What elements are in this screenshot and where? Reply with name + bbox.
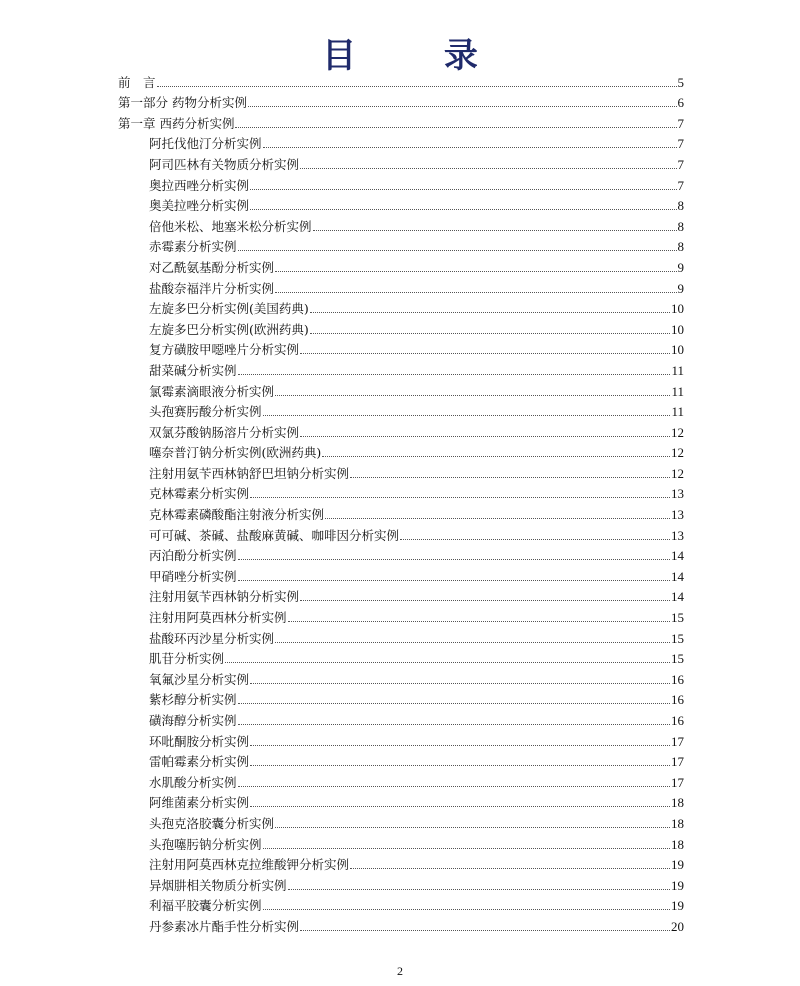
toc-dot-leader <box>250 765 670 766</box>
toc-entry[interactable] <box>118 563 684 584</box>
toc-entry-page: 19 <box>671 898 684 914</box>
toc-dot-leader <box>250 806 670 807</box>
toc-entry[interactable] <box>118 193 684 214</box>
toc-entry[interactable] <box>118 90 684 111</box>
toc-entry-label: 左旋多巴分析实例(美国药典) <box>149 301 309 317</box>
toc-entry[interactable] <box>118 687 684 708</box>
toc-entry[interactable] <box>118 831 684 852</box>
toc-entry-page: 15 <box>671 630 684 646</box>
toc-entry-label: 倍他米松、地塞米松分析实例 <box>149 218 312 234</box>
toc-entry-label: 阿维菌素分析实例 <box>149 795 250 811</box>
toc-entry-page: 6 <box>677 95 684 111</box>
toc-entry[interactable] <box>118 728 684 749</box>
toc-dot-leader <box>322 456 670 457</box>
toc-entry-label: 奥美拉唑分析实例 <box>149 198 250 214</box>
toc-entry[interactable] <box>118 110 684 131</box>
toc-dot-leader <box>250 189 676 190</box>
toc-entry-label: 注射用氨苄西林钠分析实例 <box>149 589 300 605</box>
toc-entry-page: 17 <box>671 733 684 749</box>
toc-entry[interactable] <box>118 913 684 934</box>
toc-dot-leader <box>350 477 670 478</box>
toc-entry-page: 7 <box>677 156 684 172</box>
toc-entry[interactable] <box>118 275 684 296</box>
toc-entry-label: 丹参素冰片酯手性分析实例 <box>149 918 300 934</box>
toc-dot-leader <box>275 827 670 828</box>
toc-entry-label: 奥拉西唑分析实例 <box>149 177 250 193</box>
toc-entry-page: 14 <box>671 568 684 584</box>
toc-dot-leader <box>275 642 670 643</box>
toc-entry-page: 14 <box>671 548 684 564</box>
toc-entry[interactable] <box>118 893 684 914</box>
toc-entry-label: 前 言 <box>118 74 156 90</box>
toc-entry-label: 双氯芬酸钠肠溶片分析实例 <box>149 424 300 440</box>
toc-dot-leader <box>288 621 670 622</box>
toc-entry-page: 11 <box>671 404 684 420</box>
toc-dot-leader <box>310 333 670 334</box>
toc-entry-label: 头孢噻肟钠分析实例 <box>149 836 262 852</box>
toc-entry[interactable] <box>118 399 684 420</box>
toc-dot-leader <box>263 848 670 849</box>
toc-entry[interactable] <box>118 501 684 522</box>
toc-entry-page: 18 <box>671 836 684 852</box>
toc-entry-page: 16 <box>671 713 684 728</box>
toc-dot-leader <box>248 106 677 107</box>
toc-entry[interactable] <box>118 69 684 90</box>
page-title: 目 录 <box>322 36 516 76</box>
toc-entry[interactable] <box>118 337 684 358</box>
toc-entry-page: 7 <box>677 136 684 152</box>
toc-entry-page: 8 <box>677 198 684 214</box>
toc-entry-label: 噻奈普汀钠分析实例(欧洲药典) <box>149 445 322 461</box>
toc-entry[interactable] <box>118 646 684 667</box>
toc-entry-page: 10 <box>671 301 684 317</box>
toc-entry-page: 17 <box>671 774 684 790</box>
toc-entry[interactable] <box>118 749 684 770</box>
toc-entry-page: 10 <box>671 342 684 358</box>
toc-entry[interactable] <box>118 481 684 502</box>
toc-entry-page: 8 <box>677 239 684 255</box>
toc-entry-label: 可可碱、茶碱、盐酸麻黄碱、咖啡因分析实例 <box>149 527 400 543</box>
toc-entry[interactable] <box>118 419 684 440</box>
toc-entry-page: 7 <box>677 177 684 193</box>
toc-entry[interactable] <box>118 810 684 831</box>
toc-entry-page: 11 <box>671 383 684 399</box>
toc-entry-label: 复方磺胺甲噁唑片分析实例 <box>149 342 300 358</box>
toc-dot-leader <box>300 930 670 931</box>
toc-entry[interactable] <box>118 296 684 317</box>
toc-entry-label: 第一章 西药分析实例 <box>118 115 235 131</box>
toc-dot-leader <box>275 395 670 396</box>
toc-entry[interactable] <box>118 625 684 646</box>
toc-entry-label: 肌苷分析实例 <box>149 651 225 667</box>
toc-dot-leader <box>300 353 670 354</box>
toc-dot-leader <box>250 209 676 210</box>
toc-entry-page: 9 <box>677 259 684 275</box>
toc-entry-page: 9 <box>677 280 684 296</box>
toc-entry-page: 8 <box>677 218 684 234</box>
toc-dot-leader <box>263 147 677 148</box>
toc-dot-leader <box>250 497 670 498</box>
toc-dot-leader <box>238 250 677 251</box>
toc-entry-label: 注射用阿莫西林分析实例 <box>149 610 287 626</box>
toc-entry-label: 头孢克洛胶囊分析实例 <box>149 815 275 831</box>
toc-dot-leader <box>238 374 671 375</box>
toc-entry-label: 丙泊酚分析实例 <box>149 548 237 564</box>
toc-dot-leader <box>300 168 676 169</box>
toc-entry-page: 16 <box>671 692 684 708</box>
toc-entry-page: 20 <box>671 918 684 934</box>
toc-dot-leader <box>263 415 671 416</box>
toc-dot-leader <box>288 889 670 890</box>
toc-entry-page: 11 <box>671 362 684 378</box>
toc-dot-leader <box>300 436 670 437</box>
toc-entry-page: 16 <box>671 671 684 687</box>
toc-entry-label: 甲硝唑分析实例 <box>149 568 237 584</box>
toc-dot-leader <box>157 86 677 87</box>
toc-entry-label: 利福平胶囊分析实例 <box>149 898 262 914</box>
toc-entry-label: 左旋多巴分析实例(欧洲药典) <box>149 321 309 337</box>
toc-entry[interactable] <box>118 234 684 255</box>
toc-entry-label: 氧氟沙星分析实例 <box>149 671 250 687</box>
toc-entry[interactable] <box>118 172 684 193</box>
toc-entry-label: 异烟肼相关物质分析实例 <box>149 877 287 893</box>
toc-entry-page: 19 <box>671 857 684 873</box>
toc-entry[interactable] <box>118 852 684 873</box>
toc-dot-leader <box>250 683 670 684</box>
toc-entry-label: 克林霉素分析实例 <box>149 486 250 502</box>
toc-entry-label: 注射用阿莫西林克拉维酸钾分析实例 <box>149 857 350 873</box>
toc-entry[interactable] <box>118 460 684 481</box>
toc-entry[interactable] <box>118 543 684 564</box>
toc-entry-page: 12 <box>671 424 684 440</box>
toc-entry[interactable] <box>118 707 684 728</box>
toc-entry[interactable] <box>118 316 684 337</box>
toc-entry[interactable] <box>118 584 684 605</box>
toc-dot-leader <box>238 580 670 581</box>
toc-entry-page: 13 <box>671 507 684 523</box>
toc-entry[interactable] <box>118 378 684 399</box>
toc-dot-leader <box>238 703 670 704</box>
toc-entry-page: 5 <box>677 74 684 90</box>
toc-entry-label: 甜菜碱分析实例 <box>149 362 237 378</box>
toc-entry[interactable] <box>118 872 684 893</box>
toc-entry[interactable] <box>118 254 684 275</box>
toc-entry-page: 7 <box>677 115 684 131</box>
toc-dot-leader <box>238 786 670 787</box>
toc-entry-label: 环吡酮胺分析实例 <box>149 733 250 749</box>
toc-entry-page: 13 <box>671 486 684 502</box>
toc-entry[interactable] <box>118 440 684 461</box>
toc-dot-leader <box>275 271 676 272</box>
toc-entry-page: 17 <box>671 754 684 770</box>
toc-dot-leader <box>238 724 670 725</box>
toc-entry-page: 12 <box>671 465 684 481</box>
toc-dot-leader <box>235 127 676 128</box>
table-of-contents <box>118 69 684 934</box>
toc-dot-leader <box>325 518 670 519</box>
toc-dot-leader <box>350 868 670 869</box>
page-number: 2 <box>397 964 403 978</box>
toc-dot-leader <box>238 559 670 560</box>
toc-entry-label: 紫杉醇分析实例 <box>149 692 237 708</box>
toc-entry-label: 雷帕霉素分析实例 <box>149 754 250 770</box>
toc-dot-leader <box>275 292 676 293</box>
toc-entry[interactable] <box>118 604 684 625</box>
toc-entry[interactable] <box>118 131 684 152</box>
toc-entry-page: 14 <box>671 589 684 605</box>
toc-entry-label: 对乙酰氨基酚分析实例 <box>149 259 275 275</box>
toc-entry-page: 15 <box>671 651 684 667</box>
toc-entry-label: 盐酸奈福泮片分析实例 <box>149 280 275 296</box>
toc-entry-label: 磺海醇分析实例 <box>149 713 237 728</box>
toc-entry-page: 10 <box>671 321 684 337</box>
toc-entry-label: 阿司匹林有关物质分析实例 <box>149 156 300 172</box>
toc-entry-label: 盐酸环丙沙星分析实例 <box>149 630 275 646</box>
toc-entry-page: 12 <box>671 445 684 461</box>
toc-entry[interactable] <box>118 213 684 234</box>
toc-entry-page: 18 <box>671 815 684 831</box>
toc-dot-leader <box>263 909 670 910</box>
toc-dot-leader <box>250 745 670 746</box>
toc-entry-label: 阿托伐他汀分析实例 <box>149 136 262 152</box>
toc-dot-leader <box>400 539 670 540</box>
toc-entry-page: 19 <box>671 877 684 893</box>
toc-entry-page: 18 <box>671 795 684 811</box>
toc-dot-leader <box>225 662 670 663</box>
toc-entry[interactable] <box>118 769 684 790</box>
toc-entry[interactable] <box>118 666 684 687</box>
toc-entry-label: 注射用氨苄西林钠舒巴坦钠分析实例 <box>149 465 350 481</box>
toc-entry[interactable] <box>118 790 684 811</box>
toc-entry-label: 赤霉素分析实例 <box>149 239 237 255</box>
toc-entry[interactable] <box>118 151 684 172</box>
toc-entry[interactable] <box>118 357 684 378</box>
toc-entry-label: 头孢赛肟酸分析实例 <box>149 404 262 420</box>
toc-entry-label: 氯霉素滴眼液分析实例 <box>149 383 275 399</box>
toc-entry-label: 水肌酸分析实例 <box>149 774 237 790</box>
toc-entry-page: 15 <box>671 610 684 626</box>
toc-entry-page: 13 <box>671 527 684 543</box>
toc-entry-label: 第一部分 药物分析实例 <box>118 95 247 111</box>
toc-dot-leader <box>313 230 677 231</box>
toc-dot-leader <box>300 600 670 601</box>
toc-dot-leader <box>310 312 670 313</box>
toc-entry[interactable] <box>118 522 684 543</box>
toc-entry-label: 克林霉素磷酸酯注射液分析实例 <box>149 507 325 523</box>
